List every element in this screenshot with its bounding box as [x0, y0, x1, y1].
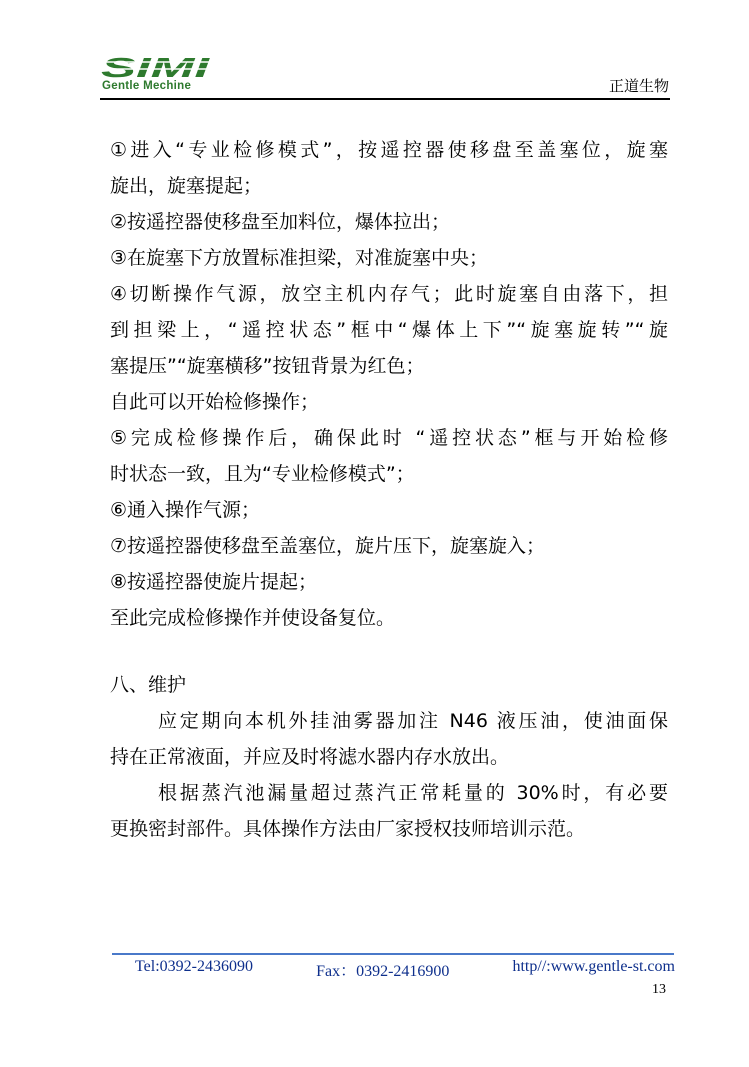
footer-divider [112, 953, 674, 955]
text-line: 塞提压”“旋塞横移”按钮背景为红色； [110, 355, 425, 377]
text-line: 至此完成检修操作并使设备复位。 [110, 607, 396, 629]
text-line: 自此可以开始检修操作； [110, 391, 320, 413]
page-number: 13 [652, 982, 666, 997]
logo-mark [100, 54, 212, 80]
text-line: 根据蒸汽池漏量超过蒸汽正常耗量的 30%时，有必要 [158, 782, 668, 804]
text-line: ①进入“专业检修模式”，按遥控器使移盘至盖塞位，旋塞 [110, 139, 668, 161]
logo-text: SIMI [101, 54, 212, 80]
text-line: ⑧按遥控器使旋片提起； [110, 571, 318, 593]
text-line: ②按遥控器使移盘至加料位，爆体拉出； [110, 211, 451, 233]
footer-tel: Tel:0392-2436090 [135, 958, 253, 975]
text-line: ⑤完成检修操作后，确保此时 “遥控状态”框与开始检修 [110, 427, 668, 449]
section-spacer [110, 636, 668, 667]
text-line: ⑦按遥控器使移盘至盖塞位，旋片压下，旋塞旋入； [110, 535, 546, 557]
company-logo [100, 54, 212, 94]
footer-contact [135, 958, 675, 981]
section-title: 八、维护 [110, 674, 187, 696]
text-line: ④切断操作气源，放空主机内存气；此时旋塞自由落下，担 [110, 283, 668, 305]
text-line: ⑥通入操作气源； [110, 499, 261, 521]
text-line: ③在旋塞下方放置标准担梁，对准旋塞中央； [110, 247, 489, 269]
company-name: 正道生物 [608, 77, 669, 95]
text-line: 持在正常液面，并应及时将滤水器内存水放出。 [110, 746, 510, 768]
text-line: 到担梁上，“遥控状态”框中“爆体上下”“旋塞旋转”“旋 [110, 319, 668, 341]
text-line: 应定期向本机外挂油雾器加注 N46 液压油，使油面保 [158, 710, 668, 732]
footer-fax: Fax：0392-2416900 [316, 963, 450, 980]
footer-website: http//:www.gentle-st.com [512, 958, 675, 975]
main-content [110, 132, 668, 847]
logo-subtitle: Gentle Mechine [102, 80, 192, 92]
header-divider [100, 98, 670, 100]
text-line: 时状态一致，且为“专业检修模式”； [110, 463, 415, 485]
text-line: 旋出，旋塞提起； [110, 175, 263, 197]
text-line: 更换密封部件。具体操作方法由厂家授权技师培训示范。 [110, 818, 586, 840]
